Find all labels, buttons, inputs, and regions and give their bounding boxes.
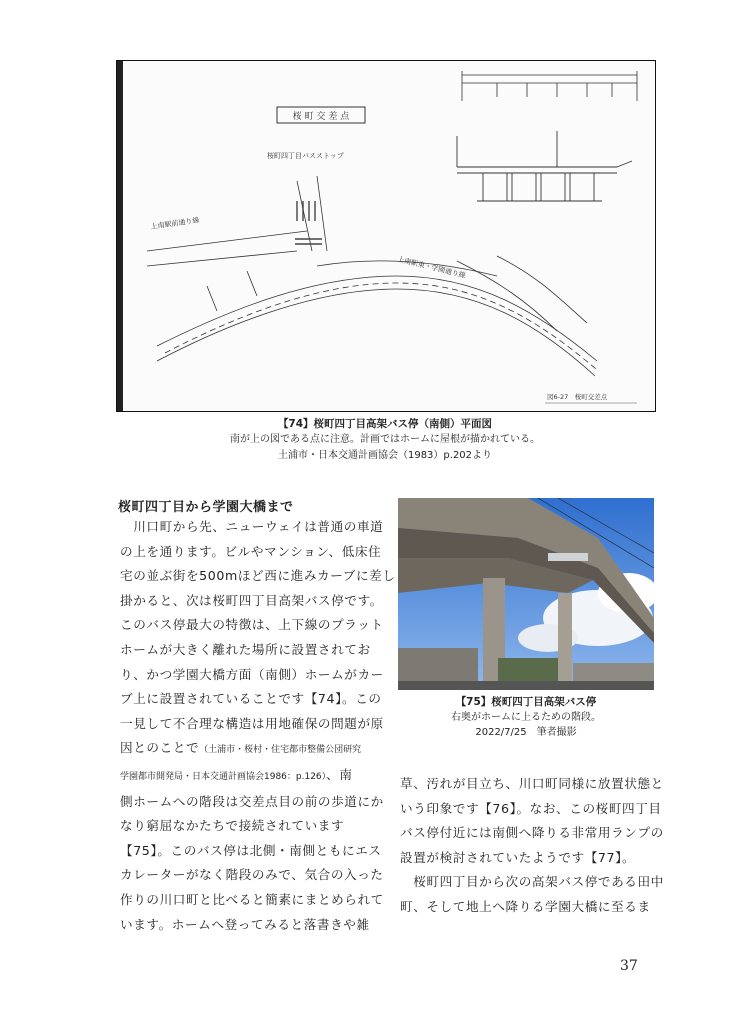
- text-line: 町、そして地上へ降りる学園大橋に至るま: [400, 898, 651, 914]
- text-line: 【75】。このバス停は北側・南側ともにエス: [120, 842, 382, 858]
- scan-edge-shadow: [117, 61, 123, 411]
- drawing-title-text: 桜 町 交 差 点: [292, 112, 350, 122]
- text-line: なり窮屈なかたちで接続されています: [120, 818, 345, 834]
- figure-74-caption-title: 【74】桜町四丁目高架バス停（南側）平面図: [277, 418, 493, 430]
- page-number: 37: [620, 958, 638, 974]
- road-plan: [147, 176, 597, 376]
- text-line: 川口町から先、ニューウェイは普通の車道: [120, 519, 384, 534]
- bus-stop-platform: [548, 553, 588, 561]
- figure-74-caption-note: 南が上の図である点に注意。計画ではホームに屋根が描かれている。: [230, 434, 540, 445]
- text-line: バス停付近には南側へ降りる非常用ランプの: [400, 825, 664, 841]
- text-line: 一見して不合理な構造は用地確保の問題が原: [120, 715, 384, 731]
- bus-stop-label: 桜町四丁目バスストップ: [267, 152, 344, 160]
- text-line: 作りの川口町と比べると簡素にまとめられて: [120, 891, 384, 907]
- text-line: カレーターがなく階段のみで、気合の入った: [120, 867, 384, 883]
- text-line: 側ホームへの階段は交差点目の前の歩道にか: [120, 793, 384, 809]
- text-line: このバス停最大の特徴は、上下線のプラット: [120, 617, 384, 633]
- text-line: 草、汚れが目立ち、川口町同様に放置状態と: [400, 776, 664, 791]
- figure-75-caption-note: 右奥がホームに上るための階段。: [451, 712, 601, 723]
- text-line: ホームが大きく離れた場所に設置されてお: [120, 641, 371, 657]
- text-line-with-citation: [120, 736, 372, 763]
- text-line: 宅の並ぶ街を500mほど西に進みカーブに差し: [120, 568, 396, 584]
- text-line: り、かつ学園大橋方面（南側）ホームがカー: [120, 666, 384, 682]
- text-line: ブ上に設置されていることです【74】。この: [120, 691, 382, 707]
- citation-part-1: （土浦市・桜村・住宅都市整備公団研究: [199, 745, 362, 756]
- figure-75-caption-credit: 2022/7/25 筆者撮影: [475, 727, 577, 738]
- text-fragment: 、南: [326, 766, 353, 782]
- elevation-diagram: [462, 71, 637, 101]
- photo-75: [398, 498, 654, 690]
- text-line-with-citation: [120, 763, 372, 790]
- text-line: の上を通ります。ビルやマンション、低床住: [120, 543, 382, 559]
- figure-74-plan-drawing: [116, 60, 656, 412]
- left-column-text: [120, 515, 396, 937]
- text-line: いう印象です【76】。なお、この桜町四丁目: [400, 800, 662, 816]
- text-line: 掛かると、次は桜町四丁目高架バス停です。: [120, 592, 383, 608]
- text-line: 設置が検討されていたようです【77】。: [400, 849, 636, 865]
- photo-75-illustration: [398, 498, 654, 690]
- text-line: 桜町四丁目から次の高架バス停である田中: [400, 874, 664, 890]
- right-column-text: [400, 772, 664, 920]
- pier: [558, 593, 572, 690]
- section-title: 桜町四丁目から学園大橋まで: [118, 500, 294, 515]
- road: [398, 681, 654, 690]
- figure-74-caption: [116, 416, 654, 464]
- figure-75-caption: [398, 695, 654, 740]
- text-line: います。ホームへ登ってみると落書きや雑: [120, 916, 370, 932]
- text-fragment: 因とのことで: [120, 740, 200, 756]
- citation-part-2: 学園都市開発局・日本交通計画協会1986：p.126）: [120, 771, 327, 782]
- crosswalk-marks: [295, 201, 322, 244]
- bridge-section: [457, 131, 632, 201]
- drawing-stamp: 図6-27 桜町交差点: [547, 393, 608, 401]
- figure-74-caption-source: 土浦市・日本交通計画協会（1983）p.202より: [277, 450, 493, 461]
- road-label-right: 上南駅東・学園通り線: [396, 255, 467, 280]
- road-label-left: 上南駅前通り線: [150, 216, 200, 231]
- plan-drawing-svg: [117, 61, 655, 411]
- figure-75-caption-title: 【75】桜町四丁目高架バス停: [455, 696, 597, 708]
